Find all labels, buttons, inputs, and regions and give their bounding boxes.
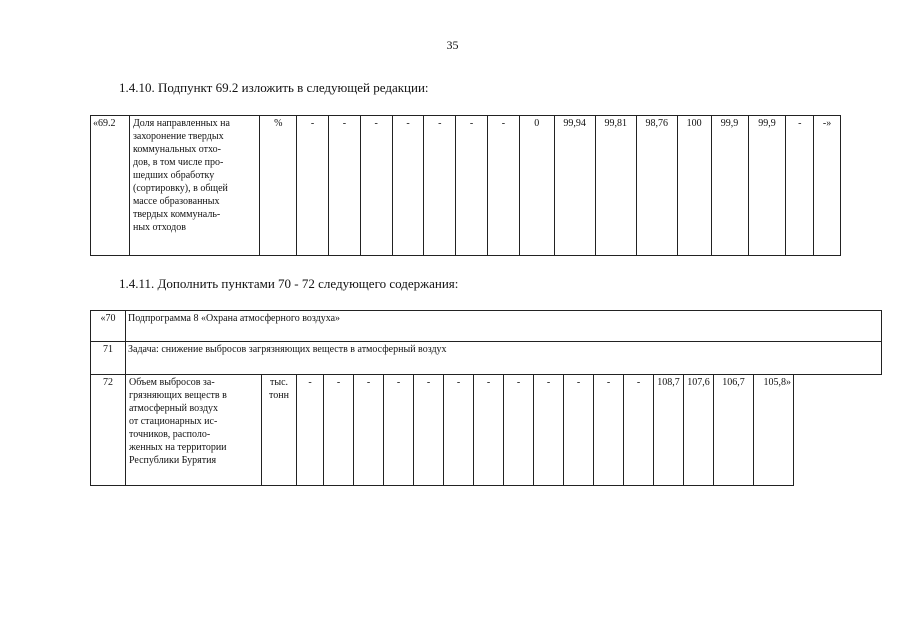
table-row xyxy=(91,311,882,342)
subprogram-title: Подпрограмма 8 «Охрана атмосферного воздуха» xyxy=(126,311,882,342)
table-items-70-72 xyxy=(90,310,882,486)
value-cell: - xyxy=(504,375,534,486)
row-number: 71 xyxy=(91,342,126,375)
value-cell: 99,9 xyxy=(748,116,786,256)
task-title: Задача: снижение выбросов загрязняющих веществ в атмосферный воздух xyxy=(126,342,882,375)
description-line: Доля направленных на xyxy=(132,118,230,129)
value-cell: - xyxy=(444,375,474,486)
section-heading-1-4-10: 1.4.10. Подпункт 69.2 изложить в следующей редакции: xyxy=(119,80,429,95)
unit-cell xyxy=(262,375,297,486)
value-cell: - xyxy=(564,375,594,486)
value-cell: - xyxy=(414,375,444,486)
unit-line: тыс. xyxy=(269,377,289,388)
value-cell: 99,94 xyxy=(554,116,595,256)
value-cell: - xyxy=(487,116,519,256)
value-cell: 100 xyxy=(677,116,711,256)
value-cell: - xyxy=(534,375,564,486)
row-number: 72 xyxy=(91,375,126,486)
table-row xyxy=(91,116,841,256)
description-line: женных на территории xyxy=(129,442,227,453)
value-cell: - xyxy=(392,116,424,256)
unit-cell: % xyxy=(260,116,297,256)
description-line: от стационарных ис- xyxy=(129,416,218,427)
description-line: массе образованных xyxy=(132,196,220,207)
value-cell: - xyxy=(424,116,456,256)
description-line: твердых коммуналь- xyxy=(132,209,221,220)
value-cell: - xyxy=(354,375,384,486)
table-item-69-2 xyxy=(90,115,841,256)
description-line: точников, располо- xyxy=(129,429,211,440)
description-line: захоронение твердых xyxy=(132,131,224,142)
value-cell: - xyxy=(474,375,504,486)
indicator-description xyxy=(129,116,259,256)
value-cell: - xyxy=(624,375,654,486)
value-cell: 99,9 xyxy=(711,116,748,256)
page-number: 35 xyxy=(446,38,459,52)
unit-line: тонн xyxy=(269,390,289,401)
value-cell: 98,76 xyxy=(636,116,677,256)
description-line: Объем выбросов за- xyxy=(129,377,215,388)
value-cell: 106,7 xyxy=(714,375,754,486)
table-row xyxy=(91,375,882,486)
description-line: коммунальных отхо- xyxy=(132,144,221,155)
description-line: шедших обработку xyxy=(132,170,215,181)
description-line: грязняющих веществ в xyxy=(129,390,227,401)
value-cell: - xyxy=(297,116,329,256)
value-cell: - xyxy=(786,116,814,256)
section-heading-1-4-11: 1.4.11. Дополнить пунктами 70 - 72 следующего содержания: xyxy=(119,276,459,291)
value-cell: -» xyxy=(814,116,841,256)
indicator-description xyxy=(126,375,262,486)
row-number: «70 xyxy=(91,311,126,342)
value-cell: - xyxy=(456,116,488,256)
value-cell: 107,6 xyxy=(684,375,714,486)
value-cell: - xyxy=(360,116,392,256)
value-cell: 99,81 xyxy=(595,116,636,256)
value-cell: - xyxy=(297,375,324,486)
value-cell: 105,8» xyxy=(754,375,794,486)
description-line: дов, в том числе про- xyxy=(132,157,224,168)
value-cell: - xyxy=(594,375,624,486)
value-cell: 0 xyxy=(519,116,554,256)
value-cell: - xyxy=(329,116,361,256)
description-line: (сортировку), в общей xyxy=(132,183,228,194)
value-cell: - xyxy=(384,375,414,486)
description-line: Республики Бурятия xyxy=(129,455,217,466)
table-row xyxy=(91,342,882,375)
row-number: «69.2 xyxy=(91,116,130,256)
description-line: атмосферный воздух xyxy=(129,403,219,414)
value-cell: 108,7 xyxy=(654,375,684,486)
description-line: ных отходов xyxy=(132,222,186,233)
value-cell: - xyxy=(324,375,354,486)
